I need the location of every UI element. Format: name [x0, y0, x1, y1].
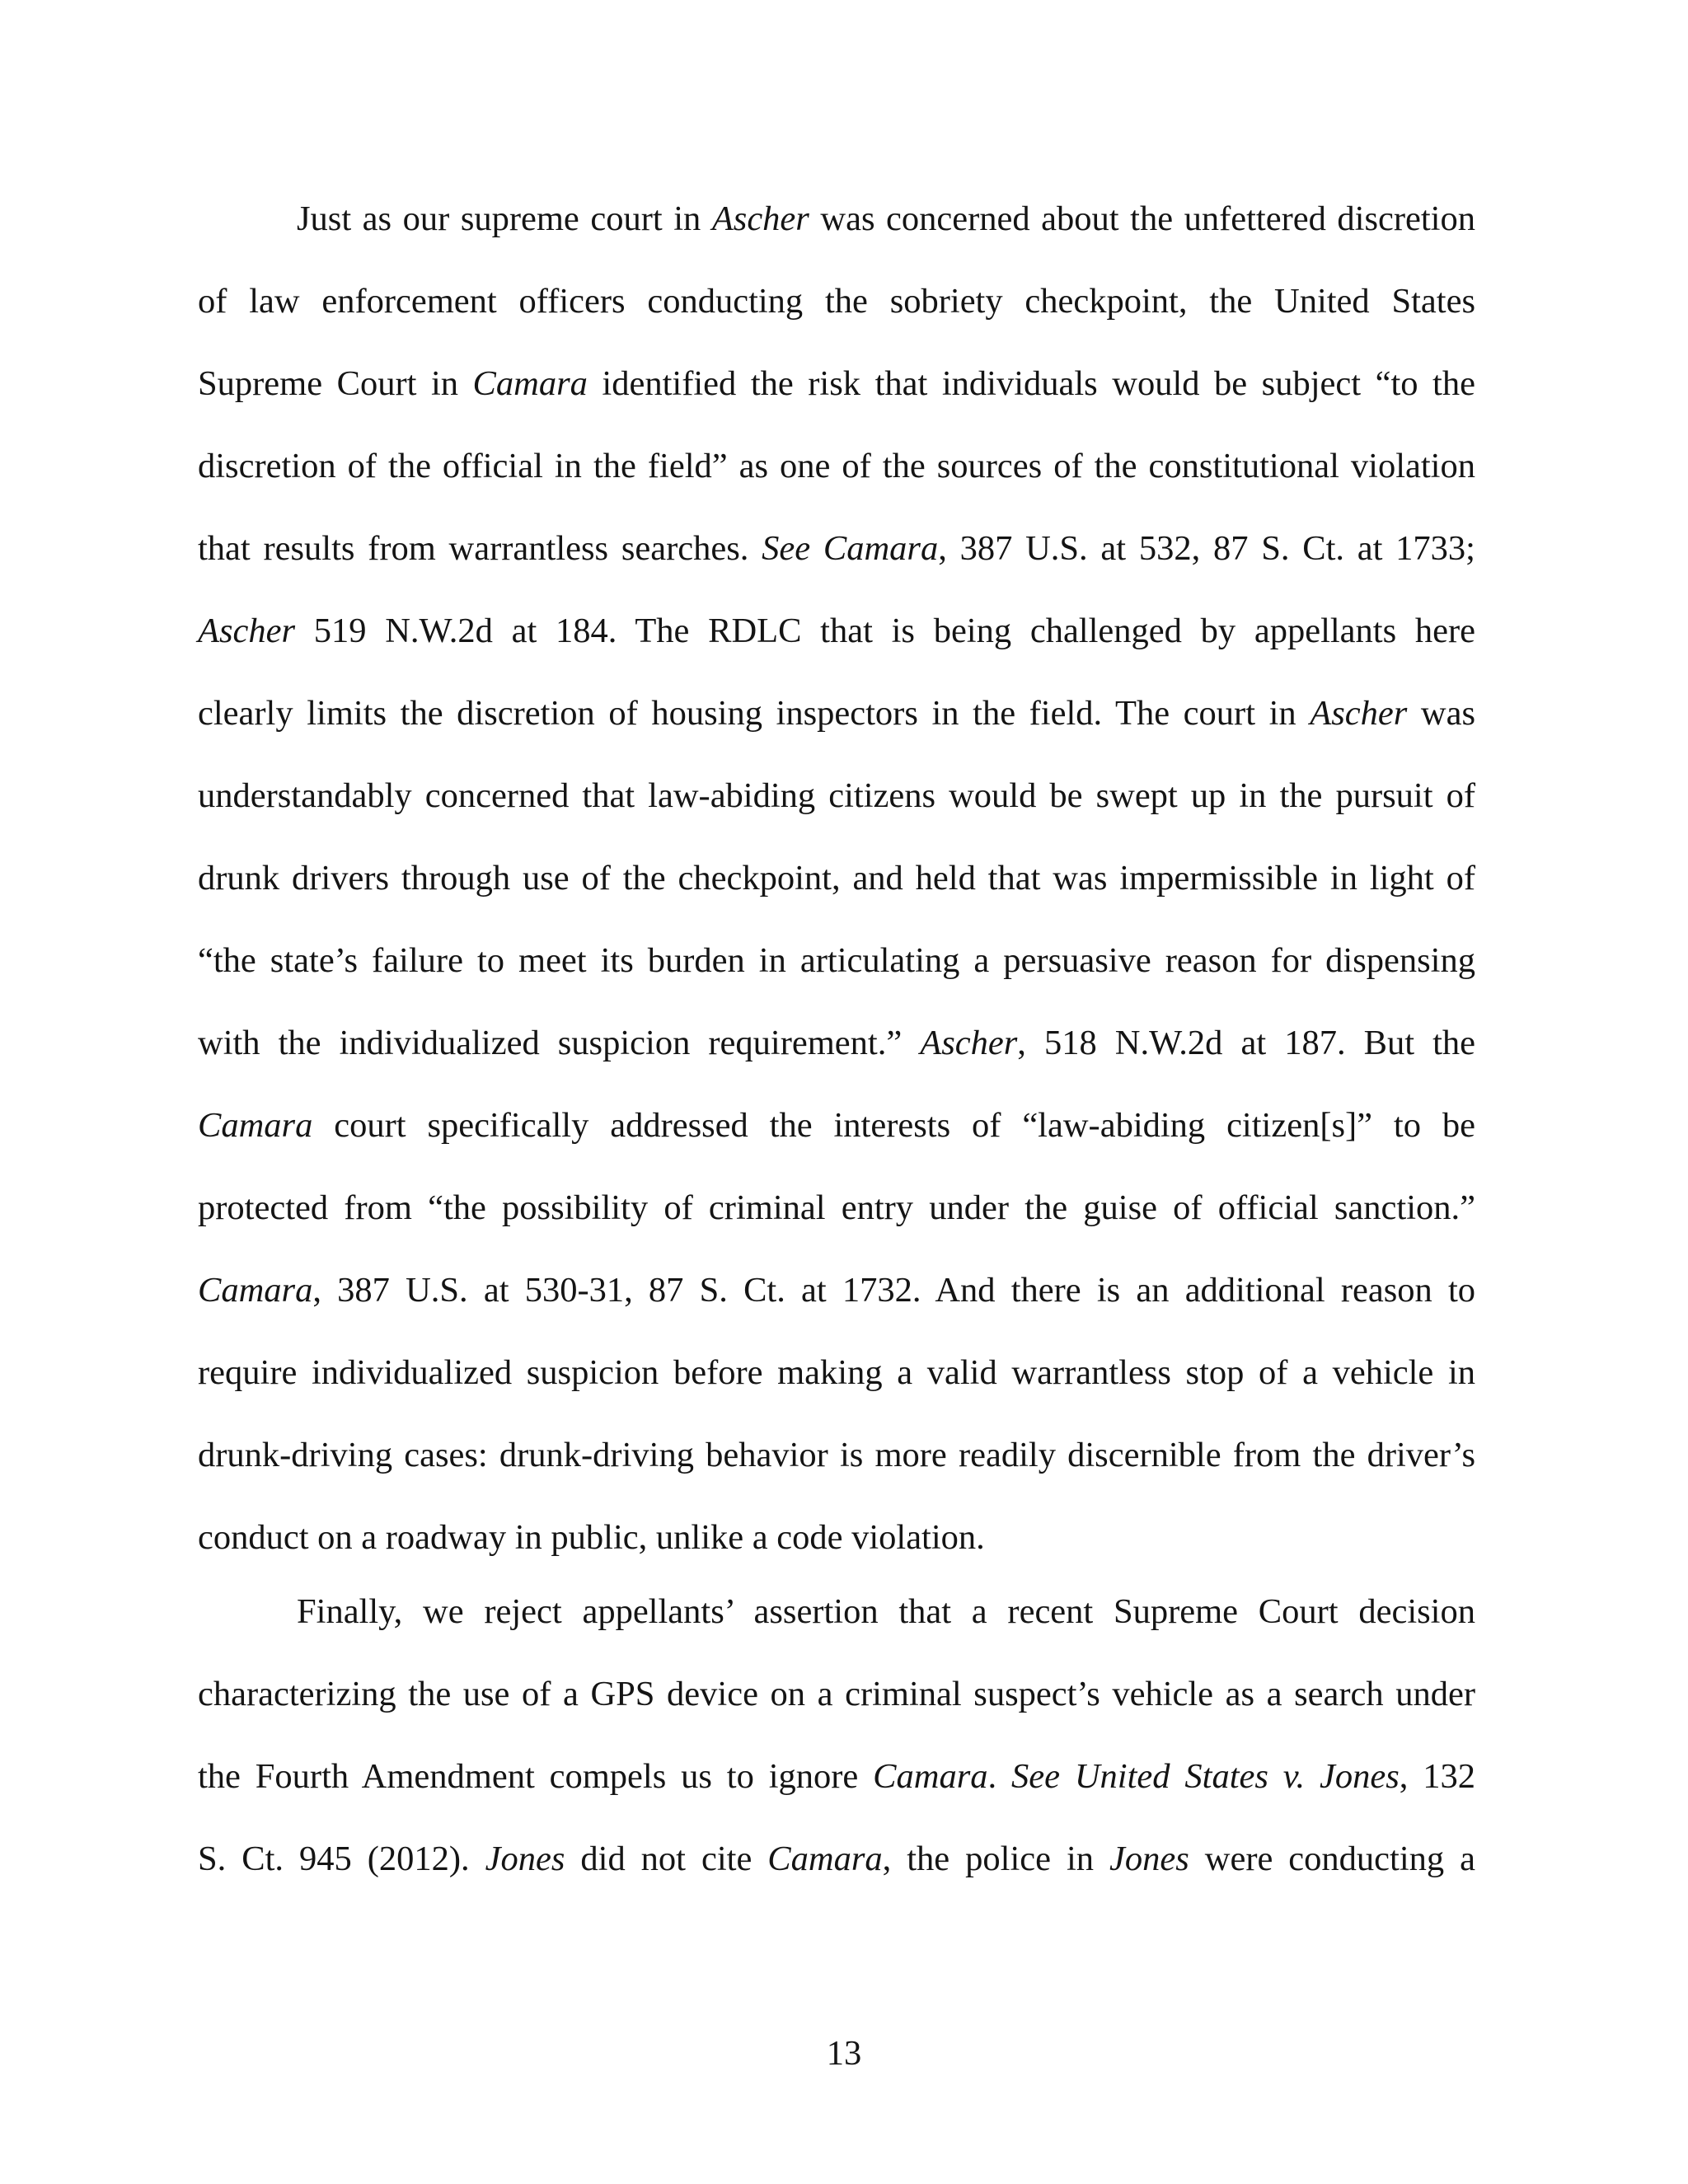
text-line: Supreme Court in Camara identified the risk that individuals would be subject “to the	[198, 364, 1475, 403]
text-line: understandably concerned that law-abiding citizens would be swept up in the pursuit of	[198, 776, 1475, 815]
text-line: the Fourth Amendment compels us to ignore Camara. See United States v. Jones, 132	[198, 1757, 1475, 1796]
text-line: Camara court specifically addressed the interests of “law-abiding citizen[s]” to be	[198, 1106, 1475, 1145]
text-line: Camara, 387 U.S. at 530-31, 87 S. Ct. at 1732. And there is an additional reason to	[198, 1271, 1475, 1310]
text-line: drunk drivers through use of the checkpoint, and held that was impermissible in light of	[198, 859, 1475, 898]
page-number: 13	[826, 2034, 862, 2073]
paragraph-ascher-camara	[198, 191, 1475, 1592]
text-line: clearly limits the discretion of housing inspectors in the field. The court in Ascher was	[198, 694, 1475, 733]
text-line: that results from warrantless searches. See Camara, 387 U.S. at 532, 87 S. Ct. at 1733;	[198, 529, 1475, 568]
text-line: drunk-driving cases: drunk-driving behavior is more readily discernible from the driver’s	[198, 1436, 1475, 1474]
text-line: require individualized suspicion before making a valid warrantless stop of a vehicle in	[198, 1353, 1475, 1392]
text-line: Finally, we reject appellants’ assertion that a recent Supreme Court decision	[297, 1592, 1475, 1631]
text-line: of law enforcement officers conducting the sobriety checkpoint, the United States	[198, 282, 1475, 321]
text-line: protected from “the possibility of criminal entry under the guise of official sanction.”	[198, 1188, 1475, 1227]
text-line: Just as our supreme court in Ascher was concerned about the unfettered discretion	[297, 199, 1475, 238]
text-line: with the individualized suspicion requirement.” Ascher, 518 N.W.2d at 187. But the	[198, 1024, 1475, 1062]
paragraph-jones-gps	[198, 1584, 1475, 1914]
text-line: S. Ct. 945 (2012). Jones did not cite Camara, the police in Jones were conducting a	[198, 1840, 1475, 1878]
text-line: discretion of the official in the field” as one of the sources of the constitutional violation	[198, 447, 1475, 485]
text-line: “the state’s failure to meet its burden in articulating a persuasive reason for dispensing	[198, 941, 1475, 980]
text-line: conduct on a roadway in public, unlike a code violation.	[198, 1518, 985, 1557]
text-line: Ascher 519 N.W.2d at 184. The RDLC that is being challenged by appellants here	[198, 612, 1475, 650]
text-line: characterizing the use of a GPS device on a criminal suspect’s vehicle as a search under	[198, 1675, 1475, 1713]
